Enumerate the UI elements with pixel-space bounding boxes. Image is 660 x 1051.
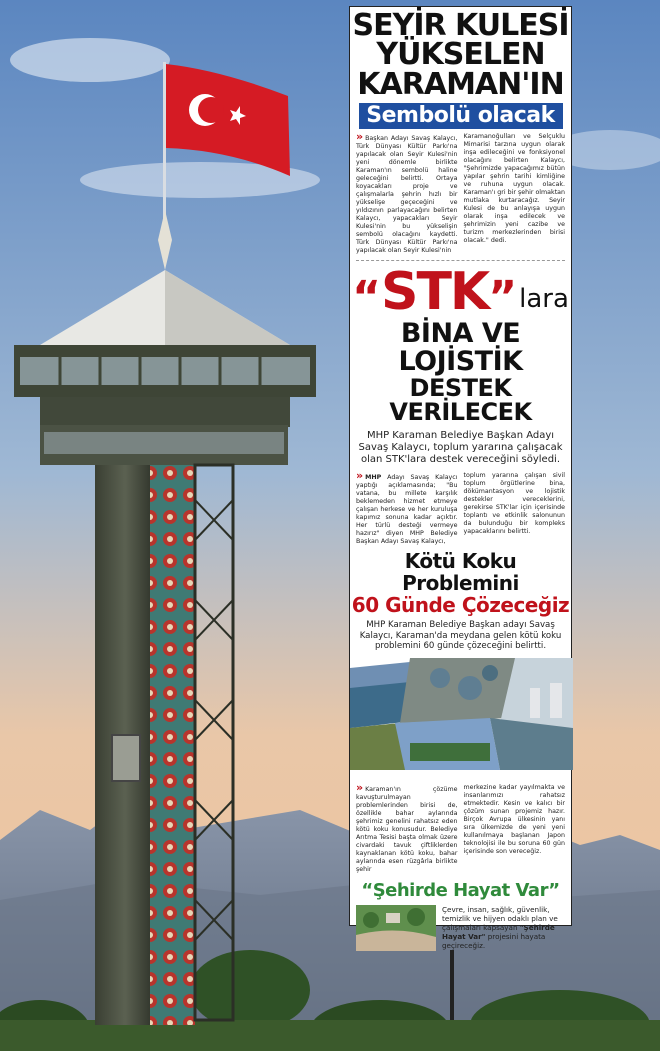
article3-lead: MHP Karaman Belediye Başkan adayı Savaş Kalaycı, Karaman'da meydana gelen kötü koku problemini 60 günde çözeceğini belirtti. (359, 620, 562, 652)
article2-line2: BİNA VE LOJİSTİK (398, 318, 523, 378)
quote-close: ” (488, 272, 518, 324)
arrow-icon: » (356, 780, 364, 794)
article2-col2: toplum yararına çalışan sivil toplum örgütlerine bina, dökümantasyon ve lojistik destekler vereceklerini, gerekirse STK'lar için içerisinde toplantı ve etkinlik salonunun da bulunduğu bir kompleks yapacaklarını belirtti. (463, 472, 565, 536)
arrow-icon: » (356, 469, 364, 483)
article1-headline (350, 8, 571, 102)
article2-col1: Adayı Savaş Kalaycı yaptığı açıklamasında; "Bu vatana, bu millete karşılık beklemeden hizmet etmeye çalışan herkese ve her kuruluşa kapımız sonuna kadar açıktır. Her türlü desteği vermeye hazırız" diyen MHP Belediye Başkan Adayı Savaş Kalaycı, (356, 474, 458, 546)
treatment-plant-collage (350, 658, 573, 770)
article1-col2: Karamanoğulları ve Selçuklu Mimarisi tarzına uygun olarak inşa edileceğini ve fonksiyonel olacağını belirten Kalaycı, "Şehrimizde yapacağımız bütün yapılar şehrin tarihi kimliğine ve ruhuna uygun olacak. Karaman'ı gri bir şehir olmaktan mutlaka kurtaracağız. Seyir Kulesi de bu anlayışa uygun olarak inşa edilecek ve şehrimizin yeni cazibe ve turizm merkezlerinden birisi olacak." dedi. (463, 133, 566, 245)
headline-line-1: SEYİR KULESİ (352, 8, 569, 43)
stk-title: STK (381, 262, 489, 323)
article2-line3: DESTEK VERİLECEK (389, 374, 532, 427)
park-thumbnail (356, 905, 436, 951)
article4-text (442, 905, 565, 951)
article1-col1: Başkan Adayı Savaş Kalaycı, Türk Dünyası Kültür Parkı'na yapılacak olan Seyir Kulesi'nin yeni dönemle birlikte Karaman'ın sembolü haline geleceğini belirtti. Ortaya koyacakları proje ve çalışmalarla şehrin hızlı bir yükselişe geçeceğini ve yıldızının parlayacağını belirten Kalaycı, yapacakları Seyir Kulesi'nin bu yükselişin sembolü olacağını kaydetti. Türk Dünyası Kültür Parkı'na yapılacak olan Seyir Kulesi'nin (356, 135, 458, 255)
article3-title2: 60 Günde Çözeceğiz (351, 593, 570, 618)
article4-title: “Şehirde Hayat Var” (361, 879, 560, 901)
article2-col1-bold: MHP (365, 474, 382, 482)
divider (356, 260, 565, 261)
arrow-icon: » (356, 130, 364, 144)
article3-title1: Kötü Koku Problemini (402, 549, 519, 596)
article4-text-after: projesini hayata geçireceğiz. (442, 931, 546, 950)
article4-text-bold: "Şehirde Hayat Var" (442, 922, 555, 941)
article1-body (350, 129, 571, 255)
news-column (349, 6, 572, 950)
headline-line-2: YÜKSELEN (376, 37, 545, 73)
article4-text-before: Çevre, insan, sağlık, güvenlik, temizlik ve hijyen odaklı plan ve çalışmaları kapsayan (442, 904, 558, 932)
stk-suffix: lara (519, 284, 569, 315)
article1-highlight: Sembolü olacak (359, 103, 563, 129)
headline-line-3: KARAMAN'IN (357, 66, 564, 102)
article3-col2: merkezine kadar yayılmakta ve insanlarımızı rahatsız etmektedir. Kesin ve kalıcı bir çözüm sunan projemiz hazır. Birçok Avrupa ülkesinin yanı sıra ülkemizde de yeni yeni kullanılmaya başlanan Japon teknolojisi ile bu soruna 60 gün içerisinde son vereceğiz. (463, 783, 565, 855)
quote-open: “ (352, 272, 381, 324)
article3-col1: Karaman'ın çözüme kavuşturulmayan problemlerinden birisi de, özellikle bahar aylarında şehrimiz genelini rahatsız eden kötü koku konusudur. Belediye Arıtma Tesisi başta olmak üzere civardaki tavuk çiftliklerden kaynaklanan kötü koku, bahar aylarında esen rüzgârla birlikte şehir (356, 785, 458, 873)
article4-body (350, 901, 571, 955)
article2-body (350, 468, 571, 546)
article3-body (350, 780, 571, 874)
article2-title (350, 262, 571, 324)
article2-lead: MHP Karaman Belediye Başkan Adayı Savaş Kalaycı, toplum yararına çalışacak olan STK'lara destek vereceğini söyledi. (358, 430, 563, 466)
